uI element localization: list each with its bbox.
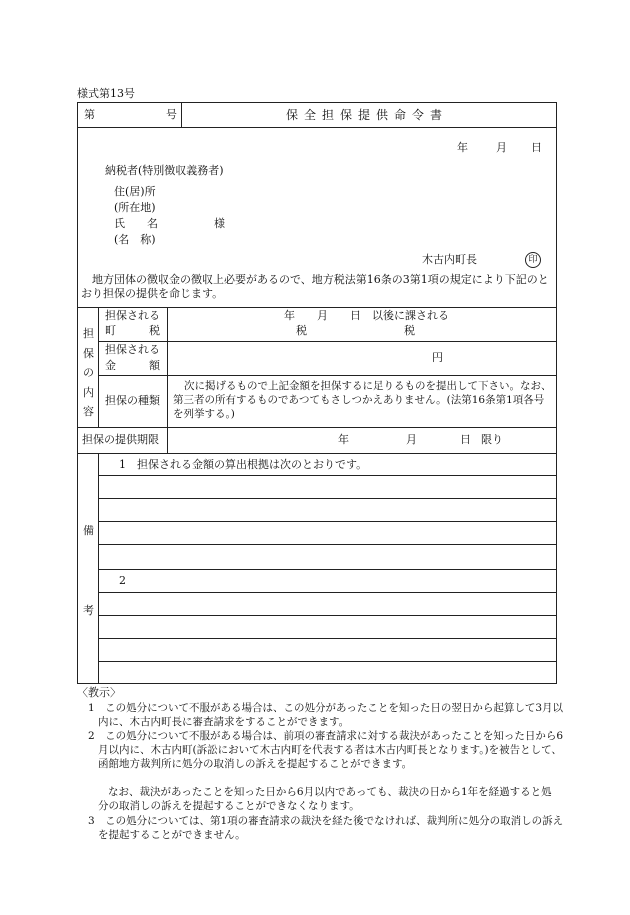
remarks-line: [98, 521, 556, 522]
remarks-line: [98, 498, 556, 499]
deadline-row-rule: [78, 453, 556, 454]
number-prefix: 第: [84, 108, 95, 121]
date-month: 月: [496, 141, 507, 154]
remarks-line: [98, 592, 556, 593]
remarks-line: [98, 544, 556, 545]
remarks-line: [98, 569, 556, 570]
amount-row-rule: [98, 375, 556, 376]
label-divider: [167, 307, 168, 453]
section-char-4: 内: [83, 386, 94, 399]
tax-row-rule: [98, 341, 556, 342]
seal-mark: 印: [525, 252, 541, 268]
command-text: 地方団体の徴収金の徴収上必要があるので、地方税法第16条の3第1項の規定により下記のとおり担保の提供を命じます。: [81, 273, 549, 300]
tax-label-line2: 町 税: [105, 324, 160, 337]
issuer-name: 木古内町長: [422, 253, 477, 266]
instruction-item-1: 1 この処分について不服がある場合は、この処分があったことを知った日の翌日から起算して3月以内に、木古内町長に審査請求をすることができます。: [88, 702, 564, 728]
section-char-2: 保: [83, 347, 94, 360]
order-form: [77, 102, 557, 684]
name-label: 氏 名: [114, 217, 158, 230]
date-day: 日: [531, 141, 542, 154]
title-name-label: (名 称): [114, 233, 156, 246]
remarks-line: [98, 615, 556, 616]
tax-type-1: 税: [296, 324, 307, 337]
amount-label-line1: 担保される: [105, 343, 160, 356]
collateral-type-text: 次に掲げるもので上記金額を担保するに足りるものを提出して下さい。なお、第三者の所有するものであつてもさしつかえありません。(法第16条第1項各号を列挙する。): [173, 380, 552, 420]
section-divider: [98, 307, 99, 427]
deadline-month: 月: [406, 433, 417, 446]
location-label: (所在地): [114, 201, 156, 214]
collateral-type-label: 担保の種類: [105, 394, 160, 407]
remarks-line: [98, 475, 556, 476]
amount-label-line2: 金 額: [105, 359, 160, 372]
address-label: 住(居)所: [114, 185, 156, 198]
tax-date-clause: 年 月 日 以後に課される: [284, 309, 449, 322]
instruction-item-2-note: なお、裁決があったことを知った日から6月以内であっても、裁決の日から1年を経過すると処分の取消しの訴えを提起することができなくなります。: [98, 786, 552, 812]
amount-yen-unit: 円: [432, 351, 443, 364]
type-row-rule: [78, 427, 556, 428]
remarks-label-2: 考: [83, 604, 94, 617]
deadline-day: 日: [460, 433, 471, 446]
table-top-rule: [78, 307, 556, 308]
remarks-label-1: 備: [83, 524, 94, 537]
header-divider: [181, 103, 182, 127]
document-title: 保全担保提供命令書: [286, 108, 449, 122]
tax-type-2: 税: [404, 324, 415, 337]
number-suffix: 号: [166, 108, 177, 121]
remarks-item-2: 2: [119, 574, 126, 587]
taxpayer-label: 納税者(特別徴収義務者): [105, 164, 224, 177]
remarks-line: [98, 661, 556, 662]
section-char-1: 担: [83, 327, 94, 340]
deadline-limit: 限り: [481, 433, 503, 446]
deadline-year: 年: [338, 433, 349, 446]
honorific-label: 様: [214, 217, 225, 230]
form-number: 様式第13号: [77, 87, 135, 100]
remarks-item-1: 1 担保される金額の算出根拠は次のとおりです。: [119, 458, 368, 471]
header-rule: [78, 127, 556, 128]
remarks-divider: [98, 453, 99, 683]
date-year: 年: [457, 141, 468, 154]
instruction-item-3: 3 この処分については、第1項の審査請求の裁決を経た後でなければ、裁判所に処分の取消しの訴えを提起することができません。: [88, 815, 564, 841]
deadline-label: 担保の提供期限: [82, 433, 159, 446]
remarks-line: [98, 638, 556, 639]
section-char-5: 容: [83, 405, 94, 418]
tax-label-line1: 担保される: [105, 309, 160, 322]
instruction-item-2: 2 この処分について不服がある場合は、前項の審査請求に対する裁決があったことを知った日から6月以内に、木古内町(訴訟において木古内町を代表する者は木古内町長となります。)を被告として、函館地方裁判所に処分の取消しの訴えを提起することができます。: [88, 730, 564, 770]
instructions-title: 〈教示〉: [77, 686, 121, 699]
section-char-3: の: [83, 366, 94, 379]
